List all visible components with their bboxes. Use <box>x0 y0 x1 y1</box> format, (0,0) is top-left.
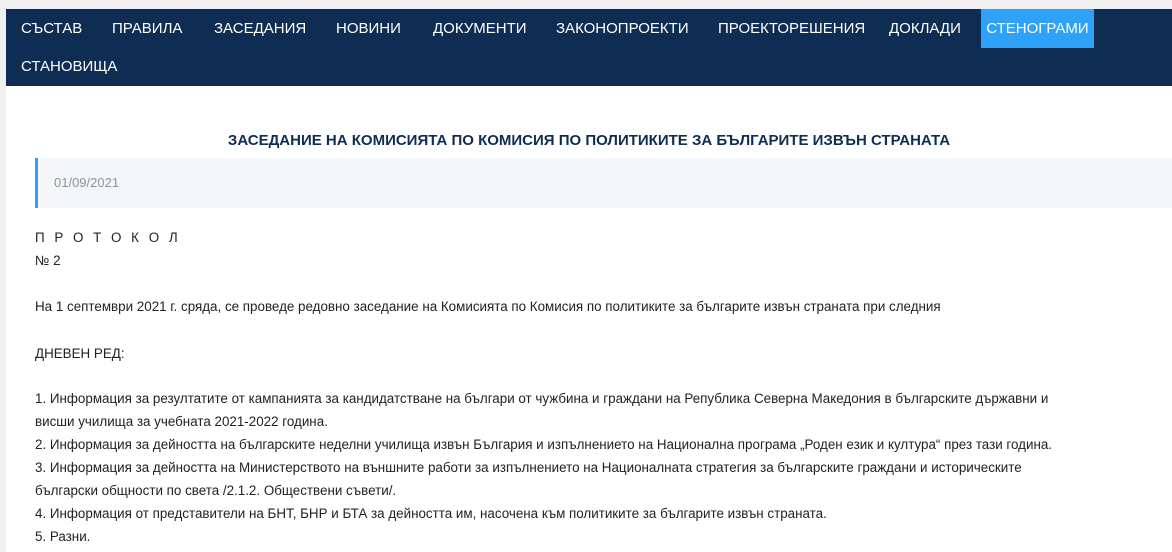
nav-item-opinions[interactable]: СТАНОВИЩА <box>21 58 118 75</box>
date-box <box>35 158 1172 208</box>
protocol-heading: П Р О Т О К О Л <box>35 230 181 245</box>
agenda-item-4: 4. Информация от представители на БНТ, БНР и БТА за дейността им, насочена към политиките за българите извън страната. <box>35 506 827 521</box>
agenda-item-1-line-1: 1. Информация за резултатите от кампанията за кандидатстване на българи от чужбина и граждани на Република Северна Македония в българските държавни и <box>35 391 1049 406</box>
nav-item-news[interactable]: НОВИНИ <box>336 20 401 37</box>
nav-item-bills[interactable]: ЗАКОНОПРОЕКТИ <box>556 20 689 37</box>
agenda-heading: ДНЕВЕН РЕД: <box>35 346 125 361</box>
agenda-item-1-line-2: висши училища за учебната 2021-2022 година. <box>35 414 328 429</box>
agenda-item-3-line-2: български общности по света /2.1.2. Обществени съвети/. <box>35 483 397 498</box>
main-nav <box>6 9 1172 86</box>
agenda-item-2: 2. Информация за дейността на българските неделни училища извън България и изпълнението на Национална програма „Роден език и култура“ през тази година. <box>35 437 1053 452</box>
page <box>6 9 1172 552</box>
nav-item-meetings[interactable]: ЗАСЕДАНИЯ <box>214 20 307 37</box>
nav-item-documents[interactable]: ДОКУМЕНТИ <box>433 20 527 37</box>
agenda-item-3-line-1: 3. Информация за дейността на Министерството на външните работи за изпълнението на Националната стратегия за българските граждани и историческите <box>35 460 1022 475</box>
nav-item-reports[interactable]: ДОКЛАДИ <box>889 20 961 37</box>
protocol-number: № 2 <box>35 253 61 268</box>
protocol-intro: На 1 септември 2021 г. сряда, се проведе редовно заседание на Комисията по Комисия по политиките за българите извън страната при следния <box>35 299 941 314</box>
meeting-date: 01/09/2021 <box>54 175 120 190</box>
page-title: ЗАСЕДАНИЕ НА КОМИСИЯТА ПО КОМИСИЯ ПО ПОЛИТИКИТЕ ЗА БЪЛГАРИТЕ ИЗВЪН СТРАНАТА <box>227 132 951 150</box>
nav-item-transcripts[interactable]: СТЕНОГРАМИ <box>981 9 1094 48</box>
nav-item-composition[interactable]: СЪСТАВ <box>21 20 83 37</box>
agenda-item-5: 5. Разни. <box>35 529 91 544</box>
nav-item-draft-decisions[interactable]: ПРОЕКТОРЕШЕНИЯ <box>718 20 866 37</box>
nav-item-rules[interactable]: ПРАВИЛА <box>112 20 183 37</box>
